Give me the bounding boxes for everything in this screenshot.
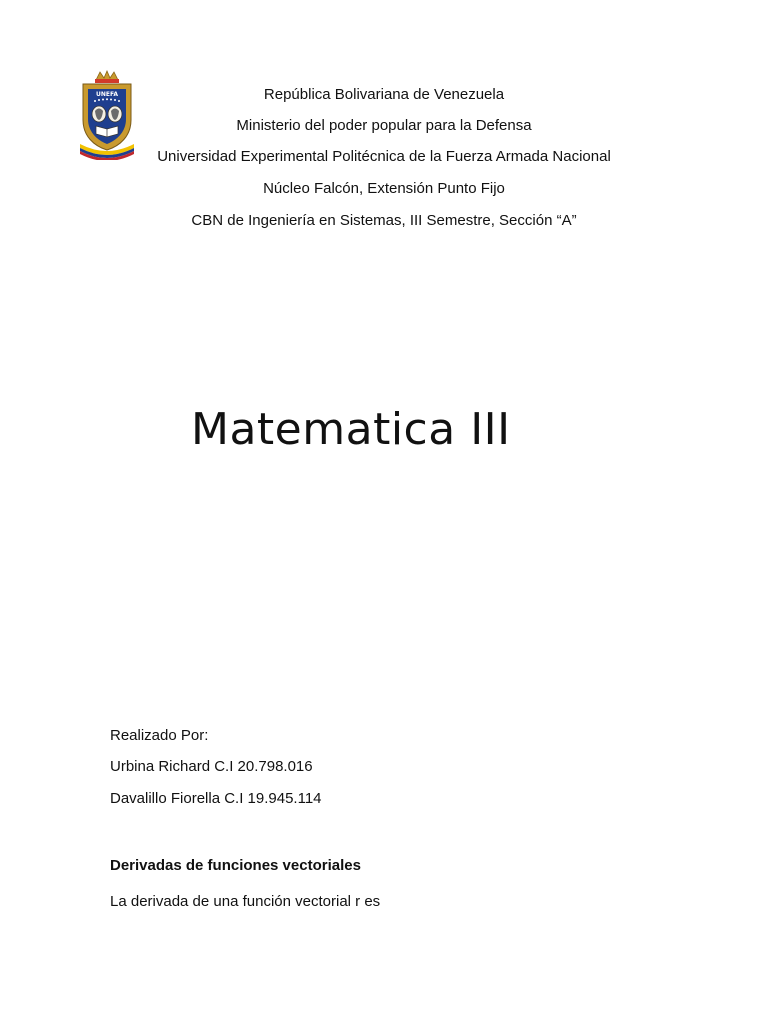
document-title: Matematica III <box>191 404 511 455</box>
unefa-crest-icon <box>78 70 136 160</box>
section-text: La derivada de una función vectorial r es <box>110 893 381 910</box>
header-line-country: República Bolivariana de Venezuela <box>263 86 505 103</box>
author-name: Urbina Richard C.I 20.798.016 <box>110 758 313 775</box>
authors-label: Realizado Por: <box>110 727 209 744</box>
crest-text: UNEFA <box>95 91 119 98</box>
header-line-course: CBN de Ingeniería en Sistemas, III Semestre, Sección “A” <box>191 212 577 229</box>
header-line-ministry: Ministerio del poder popular para la Defensa <box>236 117 532 134</box>
header-line-campus: Núcleo Falcón, Extensión Punto Fijo <box>263 180 505 197</box>
section-heading: Derivadas de funciones vectoriales <box>110 857 361 874</box>
author-name: Davalillo Fiorella C.I 19.945.114 <box>110 790 322 807</box>
header-line-university: Universidad Experimental Politécnica de la Fuerza Armada Nacional <box>157 148 611 165</box>
